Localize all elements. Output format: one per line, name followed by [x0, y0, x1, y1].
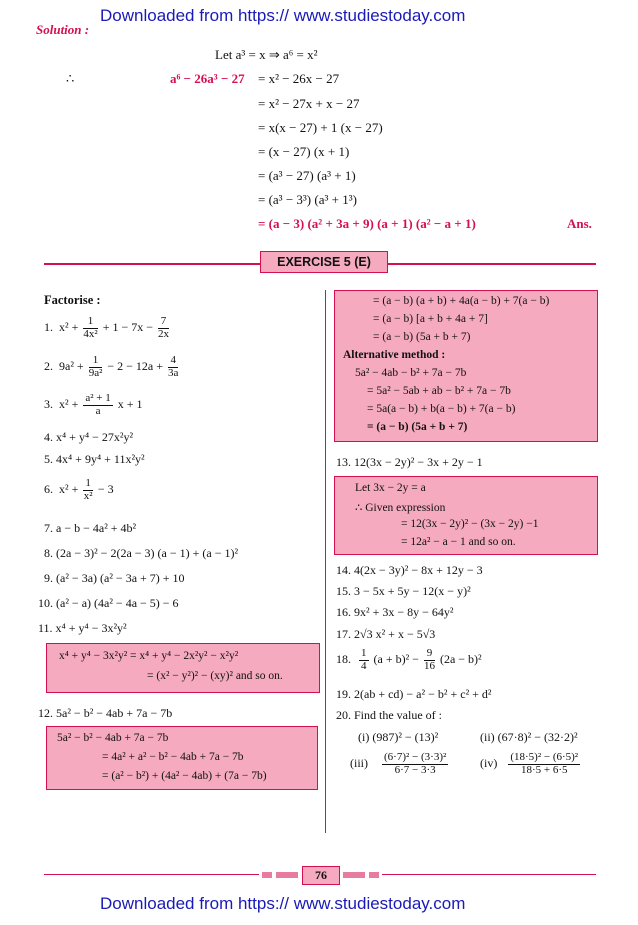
hint-line: = 12a² − a − 1 and so on. — [401, 536, 516, 548]
footer-decoration — [262, 872, 272, 878]
solution-step: = (a³ − 3³) (a³ + 1³) — [258, 192, 357, 207]
hint-line: ∴ Given expression — [355, 502, 446, 514]
hint-line: 5a² − b² − 4ab + 7a − 7b — [57, 732, 169, 744]
question-14: 14. 4(2x − 3y)² − 8x + 12y − 3 — [336, 563, 483, 577]
solution-label: Solution : — [36, 22, 90, 37]
question-10: 10. (a² − a) (4a² − 4a − 5) − 6 — [38, 596, 179, 610]
let-line: Let a³ = x ⇒ a⁶ = x² — [215, 47, 318, 62]
question-8: 8. (2a − 3)² − 2(2a − 3) (a − 1) + (a − 1)² — [44, 546, 239, 560]
box-line: = 5a² − 5ab + ab − b² + 7a − 7b — [367, 385, 511, 397]
box-line: = 5a(a − b) + b(a − b) + 7(a − b) — [367, 403, 516, 415]
solution-step: = (x − 27) (x + 1) — [258, 144, 350, 159]
box-line: = (a − b) (a + b) + 4a(a − b) + 7(a − b) — [373, 295, 550, 307]
question-12: 12. 5a² − b² − 4ab + 7a − 7b — [38, 706, 173, 720]
question-4: 4. x⁴ + y⁴ − 27x²y² — [44, 430, 134, 444]
solution-step: = (a³ − 27) (a³ + 1) — [258, 168, 356, 183]
question-7: 7. a − b − 4a² + 4b² — [44, 521, 137, 535]
hint-line: = 12(3x − 2y)² − (3x − 2y) −1 — [401, 518, 539, 530]
hint-line: = (x² − y²)² − (xy)² and so on. — [147, 670, 283, 682]
hint-line: = (a² − b²) + (4a² − 4ab) + (7a − 7b) — [102, 770, 267, 782]
box-line: = (a − b) (5a + b + 7) — [373, 331, 471, 343]
question-3: 3. x² + $\frac{\text{a² + 1}}{a}$ x + 1 — [44, 392, 143, 417]
footer-decoration — [369, 872, 379, 878]
box-line: = (a − b) [a + b + 4a + 7] — [373, 313, 488, 325]
factorise-label: Factorise : — [44, 293, 101, 307]
column-divider — [325, 290, 326, 833]
footer-rule — [382, 874, 596, 875]
question-6: 6. x² + $\frac{1}{\text{x²}}$ − 3 — [44, 477, 114, 502]
footer-decoration — [276, 872, 298, 878]
solution-step: = x² − 26x − 27 — [258, 71, 340, 86]
solution-lhs: a⁶ − 26a³ − 27 — [170, 71, 245, 86]
hint-box-q12 — [46, 726, 318, 790]
box-final-line: = (a − b) (5a + b + 7) — [367, 421, 468, 433]
question-19: 19. 2(ab + cd) − a² − b² + c² + d² — [336, 687, 492, 701]
solution-final: = (a − 3) (a² + 3a + 9) (a + 1) (a² − a + 1) — [258, 216, 476, 231]
hint-box-q13 — [334, 476, 598, 555]
question-2: 2. 9a² + $\frac{1}{\text{9a²}}$ − 2 − 12a + $\frac{4}{3a}$ — [44, 354, 179, 379]
question-20-iv: (iv) $\frac{\text{(18·5)² − (6·5)²}}{18\cdot 5 + 6\cdot 5}$ — [480, 751, 579, 776]
question-16: 16. 9x² + 3x − 8y − 64y² — [336, 605, 454, 619]
footer-decoration — [343, 872, 365, 878]
question-1: 1. x² + $\frac{1}{\text{4x²}}$ + 1 − 7x − $\frac{7}{2x}$ — [44, 315, 169, 340]
page-number: 76 — [302, 866, 340, 885]
question-9: 9. (a² − 3a) (a² − 3a + 7) + 10 — [44, 571, 185, 585]
hint-box-q11 — [46, 643, 320, 693]
footer-rule — [44, 874, 259, 875]
solution-box-q12-continued — [334, 290, 598, 442]
question-15: 15. 3 − 5x + 5y − 12(x − y)² — [336, 584, 471, 598]
question-20-ii: (ii) (67·8)² − (32·2)² — [480, 730, 578, 744]
hint-line: Let 3x − 2y = a — [355, 482, 426, 494]
hint-line: x⁴ + y⁴ − 3x²y² = x⁴ + y⁴ − 2x²y² − x²y² — [59, 650, 239, 662]
question-20-i: (i) (987)² − (13)² — [358, 730, 439, 744]
question-17: 17. 2√3 x² + x − 5√3 — [336, 627, 436, 641]
box-line: 5a² − 4ab − b² + 7a − 7b — [355, 367, 467, 379]
therefore-symbol: ∴ — [66, 71, 75, 86]
divider-rule — [44, 263, 262, 265]
solution-step: = x(x − 27) + 1 (x − 27) — [258, 120, 383, 135]
divider-rule — [386, 263, 596, 265]
footer-download-link[interactable]: Downloaded from https:// www.studiestoday.com — [100, 894, 466, 913]
question-5: 5. 4x⁴ + 9y⁴ + 11x²y² — [44, 452, 145, 466]
question-18: 18. $\frac{1}{4}$ (a + b)² − $\frac{9}{16}$ (2a − b)² — [336, 647, 482, 672]
alt-method-label: Alternative method : — [343, 349, 446, 361]
solution-step: = x² − 27x + x − 27 — [258, 96, 360, 111]
header-download-link[interactable]: Downloaded from https:// www.studiestoday.com — [100, 6, 466, 25]
question-13: 13. 12(3x − 2y)² − 3x + 2y − 1 — [336, 455, 483, 469]
hint-line: = 4a² + a² − b² − 4ab + 7a − 7b — [102, 751, 244, 763]
exercise-title: EXERCISE 5 (E) — [260, 251, 388, 273]
question-20: 20. Find the value of : — [336, 708, 442, 722]
question-20-iii: (iii) $\frac{\text{(6·7)² − (3·3)²}}{6\cdot 7 - 3\cdot 3}$ — [350, 751, 447, 776]
question-11: 11. x⁴ + y⁴ − 3x²y² — [38, 621, 127, 635]
answer-label: Ans. — [567, 216, 592, 231]
